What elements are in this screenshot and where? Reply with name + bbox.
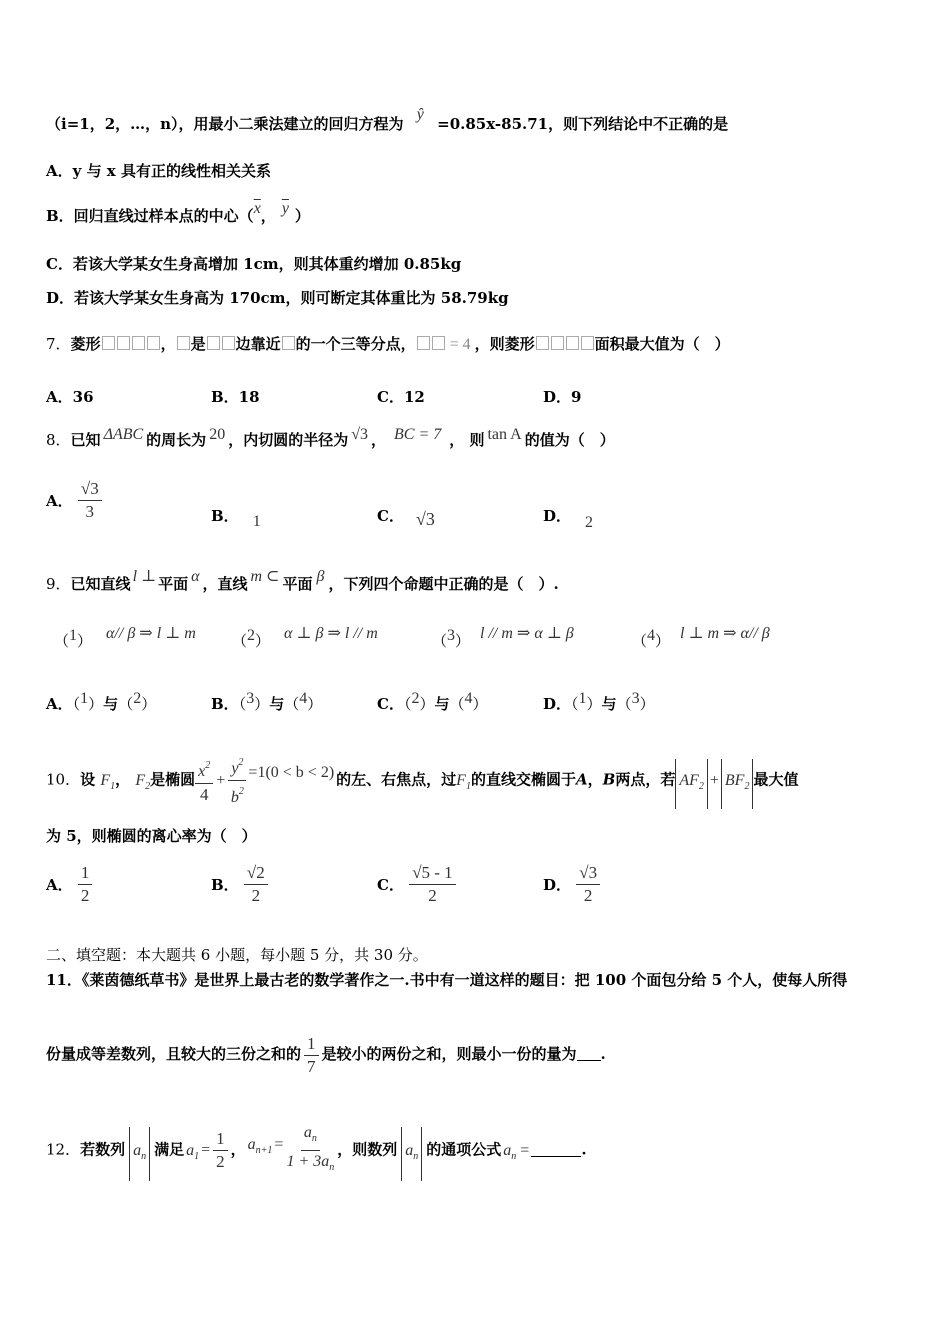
q10-option-a: A． $\frac{1}{2}$ — [46, 862, 92, 907]
ellipse-x-term: $\frac{x^2}{4}$ — [195, 755, 213, 806]
q11-answer-blank[interactable] — [577, 1046, 601, 1061]
q10-option-c: C． $\frac{√5 - 1}{2}$ — [377, 862, 456, 907]
q8-option-a-fraction: $\frac{√3}{3}$ — [78, 478, 102, 523]
q7-stem: 7．菱形 ， 是 边靠近 的一个三等分点， = 4 ，则菱形 面积最大值为（ ） — [46, 335, 730, 353]
ellipse-condition: =1(0 < b < 2) — [248, 763, 335, 781]
q6-option-b: B．回归直线过样本点的中心（$\overline{x}$， $\overline{y}$ ） — [46, 200, 310, 225]
q6-stem: （i=1，2，…，n），用最小二乘法建立的回归方程为 ŷ =0.85x-85.71，则下列结论中不正确的是 — [46, 106, 729, 133]
ellipse-y-term: $\frac{y^2}{b^2}$ — [228, 752, 246, 809]
q11-line2: 份量成等差数列，且较大的三份之和的 $\frac{1}{7}$ 是较小的两份之和，则最小一份的量为 . — [46, 1033, 606, 1076]
q8-option-c: C． √3 — [377, 507, 435, 529]
q9-proposition-2: （2） α ⊥ β ⇒ l // m — [232, 625, 378, 650]
q7-option-b: B．18 — [211, 388, 260, 406]
y-bar-symbol: $\overline{y}$ — [281, 200, 289, 217]
q9-option-d: D．（1）与（3） — [543, 690, 655, 713]
q9-option-b: B．（3）与（4） — [211, 690, 323, 713]
q9-proposition-4: （4） l ⊥ m ⇒ α// β — [632, 625, 770, 650]
q10-option-d: D． $\frac{√3}{2}$ — [543, 862, 600, 907]
q9-option-c: C．（2）与（4） — [377, 690, 488, 713]
q7-option-a: A．36 — [46, 388, 94, 406]
q7-option-c: C．12 — [377, 388, 425, 406]
q6-option-c: C．若该大学某女生身高增加 1cm，则其体重约增加 0.85kg — [46, 255, 462, 273]
q8-stem: 8．已知 ΔABC 的周长为 20 ，内切圆的半径为 √3 ， BC = 7 ， 则 tan A 的值为（ ） — [46, 426, 615, 449]
q10-option-b: B． $\frac{√2}{2}$ — [211, 862, 268, 907]
q10-stem: 10．设 $F_1$， $F_2$是椭圆 $\frac{x^2}{4}$ + $\frac{y^2}{b^2}$ =1(0 < b < 2) 的左、右焦点，过$F_1$的直线交椭圆于A，B两点，若 $AF_2 + BF_2$ 最大值 — [46, 752, 798, 809]
q12-stem: 12．若数列 $a_n$ 满足 $a_1$ = $\frac{1}{2}$ ， $a_{n+1}$ = $\frac{a_n}{1 + 3a_n}$ ，则数列 $a_n$ 的通项公式 $a_n$ = . — [46, 1122, 587, 1181]
q8-option-a: A． $\frac{√3}{3}$ — [46, 478, 102, 523]
q9-proposition-3: （3） l // m ⇒ α ⊥ β — [432, 625, 574, 650]
q9-proposition-1: （1） α// β ⇒ l ⊥ m — [54, 625, 196, 650]
q7-equation: = 4 — [449, 336, 471, 353]
q7-option-d: D．9 — [543, 388, 582, 406]
q6-option-a: A．y 与 x 具有正的线性相关关系 — [46, 162, 271, 180]
q8-option-b: B． 1 — [211, 507, 261, 530]
q10-stem-line2: 为 5，则椭圆的离心率为（ ） — [46, 827, 257, 845]
q8-option-d: D． 2 — [543, 507, 594, 531]
q9-option-a: A．（1）与（2） — [46, 690, 157, 713]
q11-fraction: $\frac{1}{7}$ — [304, 1033, 319, 1078]
q9-stem: 9．已知直线 l ⊥ 平面 α ，直线 m ⊂ 平面 β ，下列四个命题中正确的是（ ）. — [46, 568, 559, 593]
q12-answer-blank[interactable] — [531, 1142, 581, 1157]
x-bar-symbol: $\overline{x}$ — [253, 200, 261, 217]
q11-line1: 11．《莱茵德纸草书》是世界上最古老的数学著作之一.书中有一道这样的题目：把 100 个面包分给 5 个人，使每人所得 — [46, 971, 848, 989]
y-hat-symbol: ŷ — [416, 106, 424, 123]
q6-option-d: D．若该大学某女生身高为 170cm，则可断定其体重比为 58.79kg — [46, 289, 509, 307]
section2-title: 二、填空题：本大题共 6 小题，每小题 5 分，共 30 分。 — [46, 946, 428, 964]
